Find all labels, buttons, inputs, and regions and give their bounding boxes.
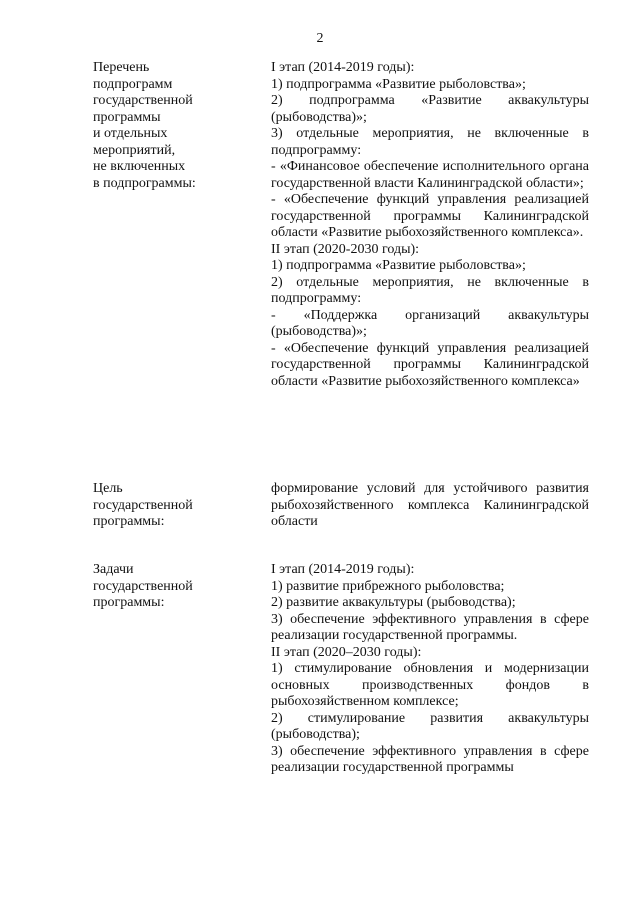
paragraph: - «Поддержка организаций аквакультуры (рыбоводства)»; <box>271 307 589 339</box>
paragraph: 3) отдельные мероприятия, не включенные в подпрограмму: <box>271 126 589 158</box>
paragraph: 2) стимулирование развития аквакультуры (рыбоводства); <box>271 710 589 742</box>
paragraph: 2) развитие аквакультуры (рыбоводства); <box>271 595 516 610</box>
section-label <box>93 60 253 192</box>
paragraph: 1) подпрограмма «Развитие рыболовства»; <box>271 76 526 92</box>
paragraph: 1) развитие прибрежного рыболовства; <box>271 578 505 594</box>
paragraph: 3) обеспечение эффективного управления в сфере реализации государственной программы. <box>271 611 589 643</box>
paragraph: II этап (2020-2030 годы): <box>271 241 420 257</box>
paragraph: II этап (2020–2030 годы): <box>271 644 422 660</box>
paragraph: - «Обеспечение функций управления реализацией государственной программы Калининградской области «Развитие рыбохозяйственного комплекса». <box>271 192 589 240</box>
paragraph: 2) подпрограмма «Развитие аквакультуры (рыбоводства)»; <box>271 93 589 125</box>
label-line: государственной <box>93 578 193 594</box>
paragraph: 1) стимулирование обновления и модернизации основных производственных фондов в рыбохозяйственном комплексе; <box>271 661 589 709</box>
paragraph: - «Финансовое обеспечение исполнительного органа государственной власти Калининградской области»; <box>271 159 589 191</box>
paragraph: 1) подпрограмма «Развитие рыболовства»; <box>271 258 526 273</box>
section-content <box>271 60 589 390</box>
paragraph: - «Обеспечение функций управления реализацией государственной программы Калининградской области «Развитие рыбохозяйственного комплекса» <box>271 340 589 389</box>
paragraph: I этап (2014-2019 годы): <box>271 562 415 577</box>
label-line: мероприятий, <box>93 142 176 158</box>
label-line: Перечень <box>93 60 150 75</box>
label-line: государственной <box>93 497 193 513</box>
label-line: государственной <box>93 93 193 108</box>
paragraph: 2) отдельные мероприятия, не включенные в подпрограмму: <box>271 274 589 306</box>
page-number: 2 <box>316 31 324 46</box>
section-label <box>93 481 253 531</box>
label-line: программы: <box>93 514 165 529</box>
label-line: не включенных <box>93 159 186 174</box>
label-line: программы: <box>93 595 165 610</box>
section-content <box>271 562 589 777</box>
section-label <box>93 562 253 612</box>
section-content <box>271 481 589 531</box>
paragraph: 3) обеспечение эффективного управления в сфере реализации государственной программы <box>271 743 589 775</box>
label-line: Цель <box>93 481 123 496</box>
label-line: и отдельных <box>93 126 168 141</box>
label-line: Задачи <box>93 562 134 577</box>
label-line: подпрограмм <box>93 76 173 92</box>
label-line: программы <box>93 109 161 125</box>
paragraph: формирование условий для устойчивого развития рыбохозяйственного комплекса Калининградской области <box>271 481 589 529</box>
paragraph: I этап (2014-2019 годы): <box>271 60 415 75</box>
label-line: в подпрограммы: <box>93 175 196 191</box>
